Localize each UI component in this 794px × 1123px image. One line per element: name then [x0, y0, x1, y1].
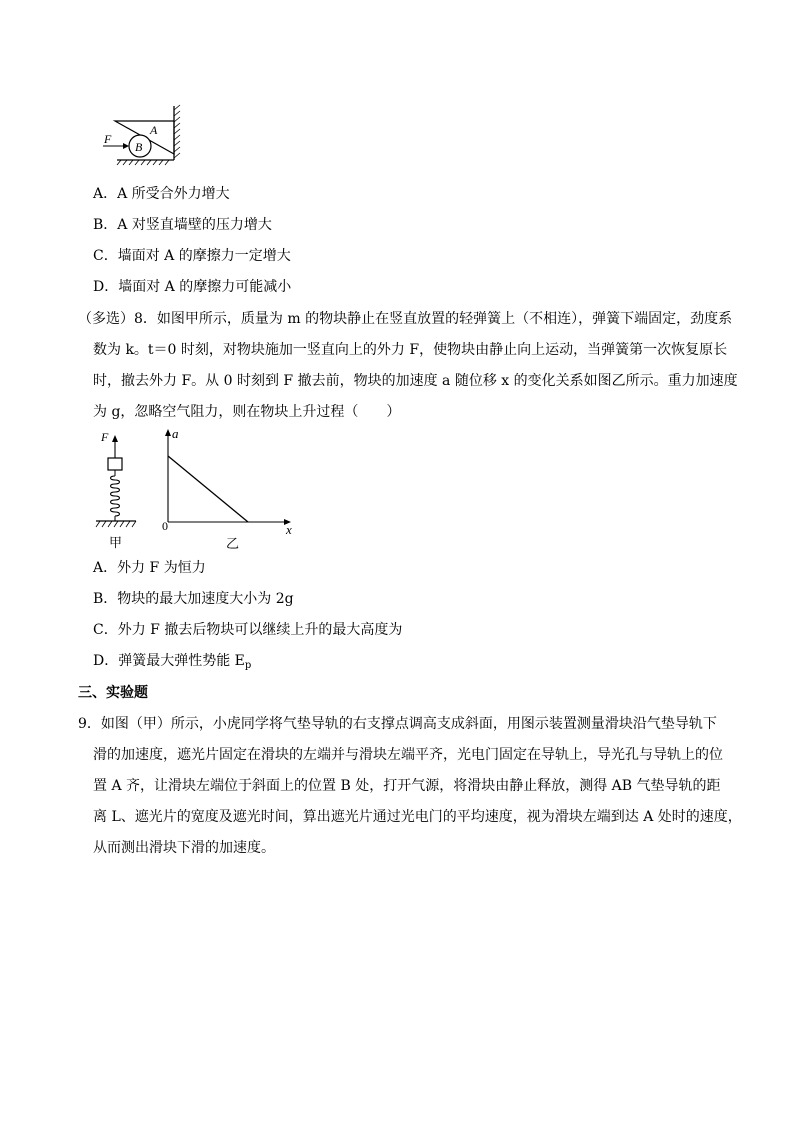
q8-option-b: B．物块的最大加速度大小为 2g — [93, 591, 294, 607]
q9-stem-line-1: 9．如图（甲）所示，小虎同学将气垫导轨的右支撑点调高支成斜面，用图示装置测量滑块沿气垫导轨下 — [78, 716, 717, 732]
q9-stem-line-3: 置 A 齐，让滑块左端位于斜面上的位置 B 处，打开气源，将滑块由静止释放，测得 AB 气垫导轨的距 — [93, 778, 721, 794]
origin-label: 0 — [162, 519, 168, 533]
q8-option-c: C．外力 F 撤去后物块可以继续上升的最大高度为 — [93, 622, 403, 638]
caption-jia: 甲 — [109, 535, 123, 550]
q7-option-c: C．墙面对 A 的摩擦力一定增大 — [93, 248, 291, 264]
section-3-title: 三、实验题 — [78, 685, 148, 701]
q7-option-b: B．A 对竖直墙壁的压力增大 — [93, 217, 272, 233]
q8-stem-line-4: 为 g，忽略空气阻力，则在物块上升过程（ ） — [93, 404, 401, 420]
q8-stem-line-2: 数为 k。t＝0 时刻，对物块施加一竖直向上的外力 F，使物块由静止向上运动，当弹簧第一次恢复原长 — [93, 342, 728, 358]
q8-option-a: A．外力 F 为恒力 — [93, 560, 206, 576]
q9-stem-line-2: 滑的加速度，遮光片固定在滑块的左端并与滑块左端平齐，光电门固定在导轨上，导光孔与导轨上的位 — [93, 747, 723, 763]
q8-option-d-subscript: p — [244, 660, 252, 671]
block — [108, 458, 122, 470]
a-x-line — [168, 456, 248, 522]
q8-option-d — [93, 652, 251, 670]
axis-x-label: x — [286, 522, 292, 537]
q8-stem-line-1: （多选）8．如图甲所示，质量为 m 的物块静止在竖直放置的轻弹簧上（不相连），弹簧下端固定，劲度系 — [78, 311, 733, 327]
q8-figure-yi — [152, 426, 300, 554]
caption-yi: 乙 — [226, 536, 240, 551]
axis-a-label: a — [172, 426, 179, 441]
q8-stem-line-3: 时，撤去外力 F。从 0 时刻到 F 撤去前，物块的加速度 a 随位移 x 的变化关系如图乙所示。重力加速度 — [93, 373, 738, 389]
q8-option-d-text: D．弹簧最大弹性势能 E — [93, 653, 245, 669]
q7-figure — [95, 104, 190, 166]
jia-label-f: F — [101, 430, 109, 444]
q8-figure-jia — [92, 428, 150, 552]
label-b: B — [135, 140, 143, 154]
q7-option-d: D．墙面对 A 的摩擦力可能减小 — [93, 279, 292, 295]
q7-option-a: A．A 所受合外力增大 — [93, 186, 230, 202]
label-f: F — [104, 132, 112, 146]
q9-stem-line-4: 离 L、遮光片的宽度及遮光时间，算出遮光片通过光电门的平均速度，视为滑块左端到达 A 处时的速度， — [93, 809, 742, 825]
label-a: A — [150, 123, 158, 137]
q9-stem-line-5: 从而测出滑块下滑的加速度。 — [93, 840, 275, 856]
